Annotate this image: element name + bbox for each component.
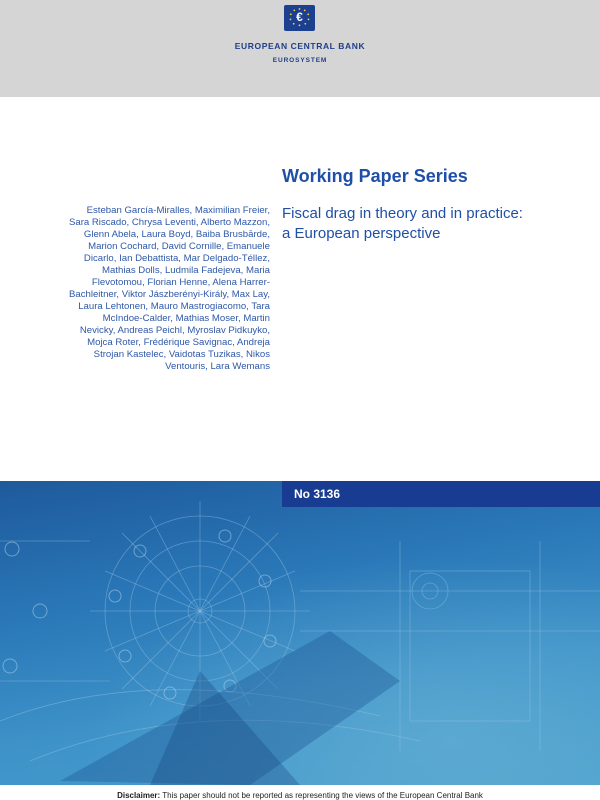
author-list [52, 205, 270, 373]
author-line: Glenn Abela, Laura Boyd, Baiba Brusbārde, [83, 229, 270, 240]
paper-title [282, 204, 582, 244]
bank-name: EUROPEAN CENTRAL BANK [234, 41, 366, 51]
author-line: McIndoe-Calder, Mathias Moser, Martin [102, 313, 270, 324]
disclaimer [0, 791, 600, 800]
author-line: Laura Lehtonen, Mauro Mastrogiacomo, Tara [78, 301, 270, 312]
paper-title-line-1: Fiscal drag in theory and in practice: [282, 205, 523, 222]
author-line: Nevicky, Andreas Peichl, Myroslav Pidkuyko, [79, 325, 270, 336]
author-line: Bachleitner, Viktor Jászberényi-Király, Max Lay, [68, 289, 270, 300]
euro-symbol-icon: € [296, 10, 303, 24]
euro-banknote-pattern [0, 481, 600, 785]
paper-title-line-2: a European perspective [282, 225, 441, 242]
paper-number: No 3136 [294, 487, 341, 501]
author-line: Marion Cochard, David Cornille, Emanuele [88, 241, 270, 252]
author-line: Mojca Roter, Frédérique Savignac, Andreja [87, 337, 270, 348]
author-line: Dicarlo, Ian Debattista, Mar Delgado-Téllez, [83, 253, 270, 264]
author-line: Strojan Kastelec, Vaidotas Tuzikas, Nikos [93, 349, 270, 360]
disclaimer-label: Disclaimer: [117, 791, 161, 800]
ecb-header [0, 0, 600, 97]
author-line: Esteban García-Miralles, Maximilian Freier, [86, 205, 270, 216]
author-line: Mathias Dolls, Ludmila Fadejeva, Maria [102, 265, 270, 276]
eurosystem-label: EUROSYSTEM [272, 57, 328, 64]
disclaimer-text: This paper should not be reported as representing the views of the European Central Bank [162, 791, 483, 800]
ecb-logo [284, 5, 315, 31]
author-line: Ventouris, Lara Wemans [165, 361, 270, 372]
series-title: Working Paper Series [282, 166, 468, 186]
author-line: Sara Riscado, Chrysa Leventi, Alberto Mazzon, [68, 217, 270, 228]
author-line: Flevotomou, Florian Henne, Alena Harrer- [91, 277, 270, 288]
cover-artwork [0, 481, 600, 785]
